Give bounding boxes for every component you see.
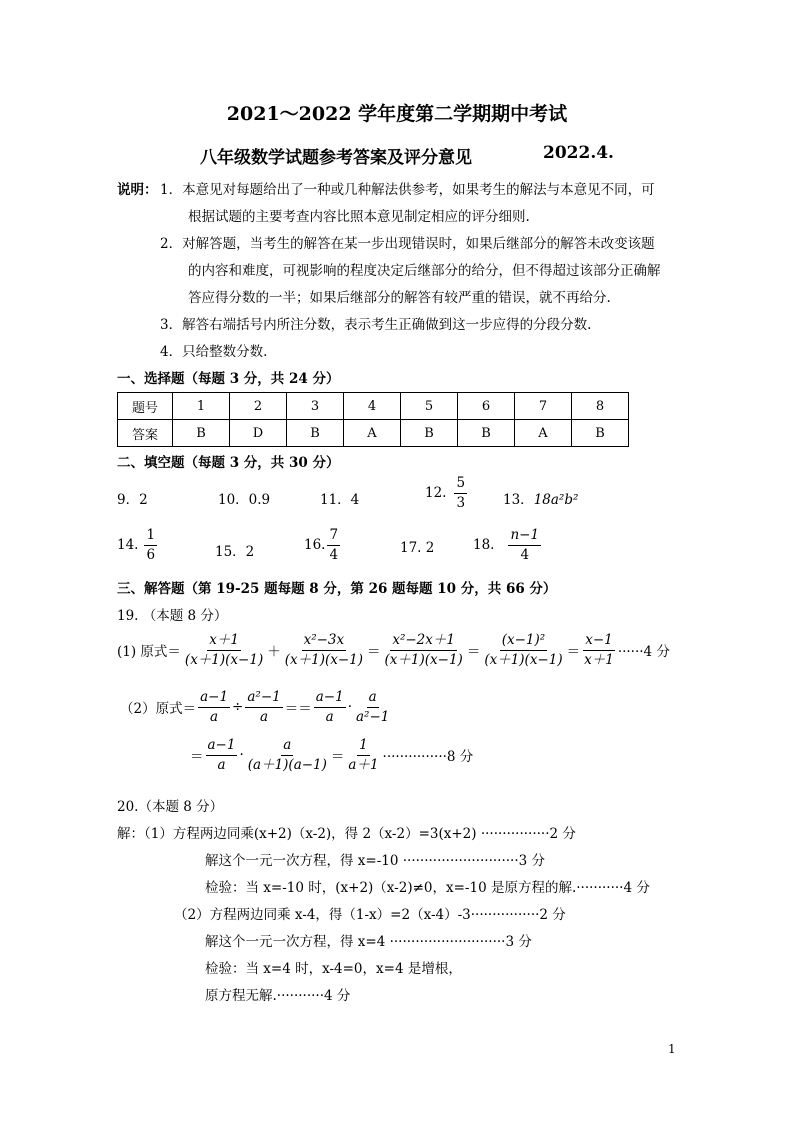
table-cell: B [287,420,344,447]
page-subtitle: 八年级数学试题参考答案及评分意见 [200,148,472,168]
q20-title: 20.（本题 8 分） [117,799,224,815]
denominator: a [260,708,269,725]
denominator: a [210,708,219,725]
fraction [508,528,541,563]
note-1-line-1: 1．本意见对每题给出了一种或几种解法供参考，如果考生的解法与本意见不同，可 [160,182,655,198]
q19-part-1: (1) 原式＝ $\frac{x+1}{(x+1)(x-1)}$ ＋ $\frac{\text{x²−3x}}{(x+1)(x-1)}$ ＝ $\frac{\text{x²−2x＋1}}{(x+1)(x-1)}$ ＝ $\frac{\text{(x−1)²}}{(x+1)(x-1)}$ ＝ $\frac{x-1}{x+1}$ ······4 分 [117,632,670,668]
denominator: (x＋1)(x−1) [484,651,563,668]
denominator: 3 [456,494,466,511]
table-row [118,420,629,447]
answer-q16 [304,528,342,563]
fraction [482,633,564,668]
page-date: 2022.4. [543,143,614,163]
q20-line-7: 原方程无解.···········4 分 [205,988,351,1004]
fraction [283,633,365,668]
fraction [383,633,465,668]
fraction [327,528,340,563]
table-cell: 7 [515,393,572,420]
denominator: a [217,756,226,773]
page-number: 1 [668,1042,676,1056]
table-cell: 2 [230,393,287,420]
table-cell: 4 [344,393,401,420]
denominator: 4 [329,546,339,563]
q19-title: 19. （本题 8 分） [117,608,228,624]
denominator: (x＋1)(x−1) [284,651,364,668]
numerator: 5 [454,476,467,494]
fraction [144,528,157,563]
table-cell: B [572,420,629,447]
answer-q10: 10．0.9 [218,492,271,508]
q12-label: 12. [425,485,447,502]
denominator: 4 [520,546,530,563]
numerator: n−1 [508,528,541,546]
fraction [354,690,391,725]
numerator: x＋1 [207,633,241,651]
q16-label: 16. [304,537,326,554]
note-2-line-3: 答应得分数的一半；如果后继部分的解答有较严重的错误，就不再给分. [188,290,611,306]
q20-line-2: 解这个一元一次方程，得 x=-10 ···························3 分 [205,853,545,869]
numerator: a−1 [314,690,346,708]
note-2-line-2: 的内容和难度，可视影响的程度决定后继部分的给分，但不得超过该部分正确解 [188,263,661,279]
q19-part-2-continued: ＝ $\frac{a-1}{a}$ · $\frac{a}{(a+1)(a-1)}$ ＝ $\frac{1}{a+1}$ ···············8 分 [190,737,474,773]
section-2-heading: 二、填空题（每题 3 分，共 30 分） [117,455,340,471]
fraction [198,690,230,725]
q13-label: 13． [503,492,534,508]
numerator: a−1 [198,690,230,708]
fraction [346,738,380,773]
numerator: a [367,690,379,708]
denominator: a [325,708,334,725]
section-1-heading: 一、选择题（每题 3 分，共 24 分） [117,371,340,387]
numerator: 1 [144,528,157,546]
answer-q13 [503,488,578,508]
answer-q17: 17. 2 [400,540,435,556]
q20-line-1: 解：（1）方程两边同乘(x+2)（x-2)，得 2（x-2）=3(x+2) ················2 分 [117,826,576,842]
table-cell: 3 [287,393,344,420]
numerator: x−1 [583,633,615,651]
table-cell: 1 [173,393,230,420]
q20-line-5: 解这个一元一次方程，得 x=4 ···························3 分 [205,934,532,950]
answer-q9: 9．2 [117,492,148,508]
q20-line-6: 检验：当 x=4 时，x-4=0，x=4 是增根， [205,961,462,977]
page-title: 2021～2022 学年度第二学期期中考试 [226,103,568,125]
denominator: (x＋1)(x−1) [184,651,264,668]
numerator: 1 [357,738,370,756]
denominator: a²−1 [355,708,390,725]
answer-table [117,392,629,447]
numerator: a²−1 [245,690,282,708]
fraction [206,738,238,773]
answer-q18 [473,528,543,563]
q19-part-1-label: (1) 原式＝ [117,644,181,661]
numerator: x²−2x＋1 [390,633,457,651]
table-cell: 5 [401,393,458,420]
note-3: 3．解答右端括号内所注分数，表示考生正确做到这一步应得的分段分数. [160,317,592,333]
table-cell: A [515,420,572,447]
q19-part-2-label: （2）原式＝ [120,701,197,718]
numerator: a−1 [206,738,238,756]
table-cell: D [230,420,287,447]
score-mark: ···············8 分 [382,749,474,766]
numerator: a [281,738,293,756]
q14-label: 14. [117,537,139,554]
denominator: 6 [146,546,156,563]
table-cell: B [401,420,458,447]
denominator: x＋1 [584,651,614,668]
fraction [454,476,467,511]
denominator: (a＋1)(a−1) [247,756,327,773]
numerator: 7 [327,528,340,546]
denominator: a＋1 [348,756,379,773]
fraction [582,633,616,668]
note-1-line-2: 根据试题的主要考查内容比照本意见制定相应的评分细则. [188,209,530,225]
note-2-line-1: 2．对解答题，当考生的解答在某一步出现错误时，如果后继部分的解答未改变该题 [160,236,655,252]
table-cell: 6 [458,393,515,420]
table-row [118,393,629,420]
notes-label: 说明： [117,182,158,198]
answer-q15: 15．2 [215,544,255,560]
fraction [314,690,346,725]
table-cell: 8 [572,393,629,420]
answer-q12 [425,476,469,511]
fraction [246,738,329,773]
table-cell: B [458,420,515,447]
numerator: x²−3x [302,633,347,651]
answer-q14 [117,528,159,563]
table-cell: B [173,420,230,447]
table-cell: A [344,420,401,447]
denominator: (x＋1)(x−1) [384,651,463,668]
q20-line-3: 检验：当 x=-10 时，(x+2)（x-2)≠0，x=-10 是原方程的解.···········4 分 [205,880,650,896]
q18-label: 18. [473,537,495,554]
note-4: 4．只给整数分数. [160,344,268,360]
answer-q11: 11．4 [320,492,360,508]
q20-line-4: （2）方程两边同乘 x-4，得（1-x）=2（x-4）-3················2 分 [174,907,566,923]
q19-part-2: （2）原式＝ $\frac{a-1}{a}$ ÷ $\frac{\text{a²−1}}{a}$ ＝＝ $\frac{a-1}{a}$ · $\frac{a}{\text{a²−1}}$ [120,689,390,725]
numerator: (x−1)² [500,633,547,651]
row-label-question: 题号 [118,393,173,420]
section-3-heading: 三、解答题（第 19-25 题每题 8 分，第 26 题每题 10 分，共 66 分） [117,581,557,597]
row-label-answer: 答案 [118,420,173,447]
fraction [183,633,265,668]
score-mark: ······4 分 [617,644,670,661]
fraction [245,690,282,725]
q13-expression: 18a²b² [533,492,579,508]
